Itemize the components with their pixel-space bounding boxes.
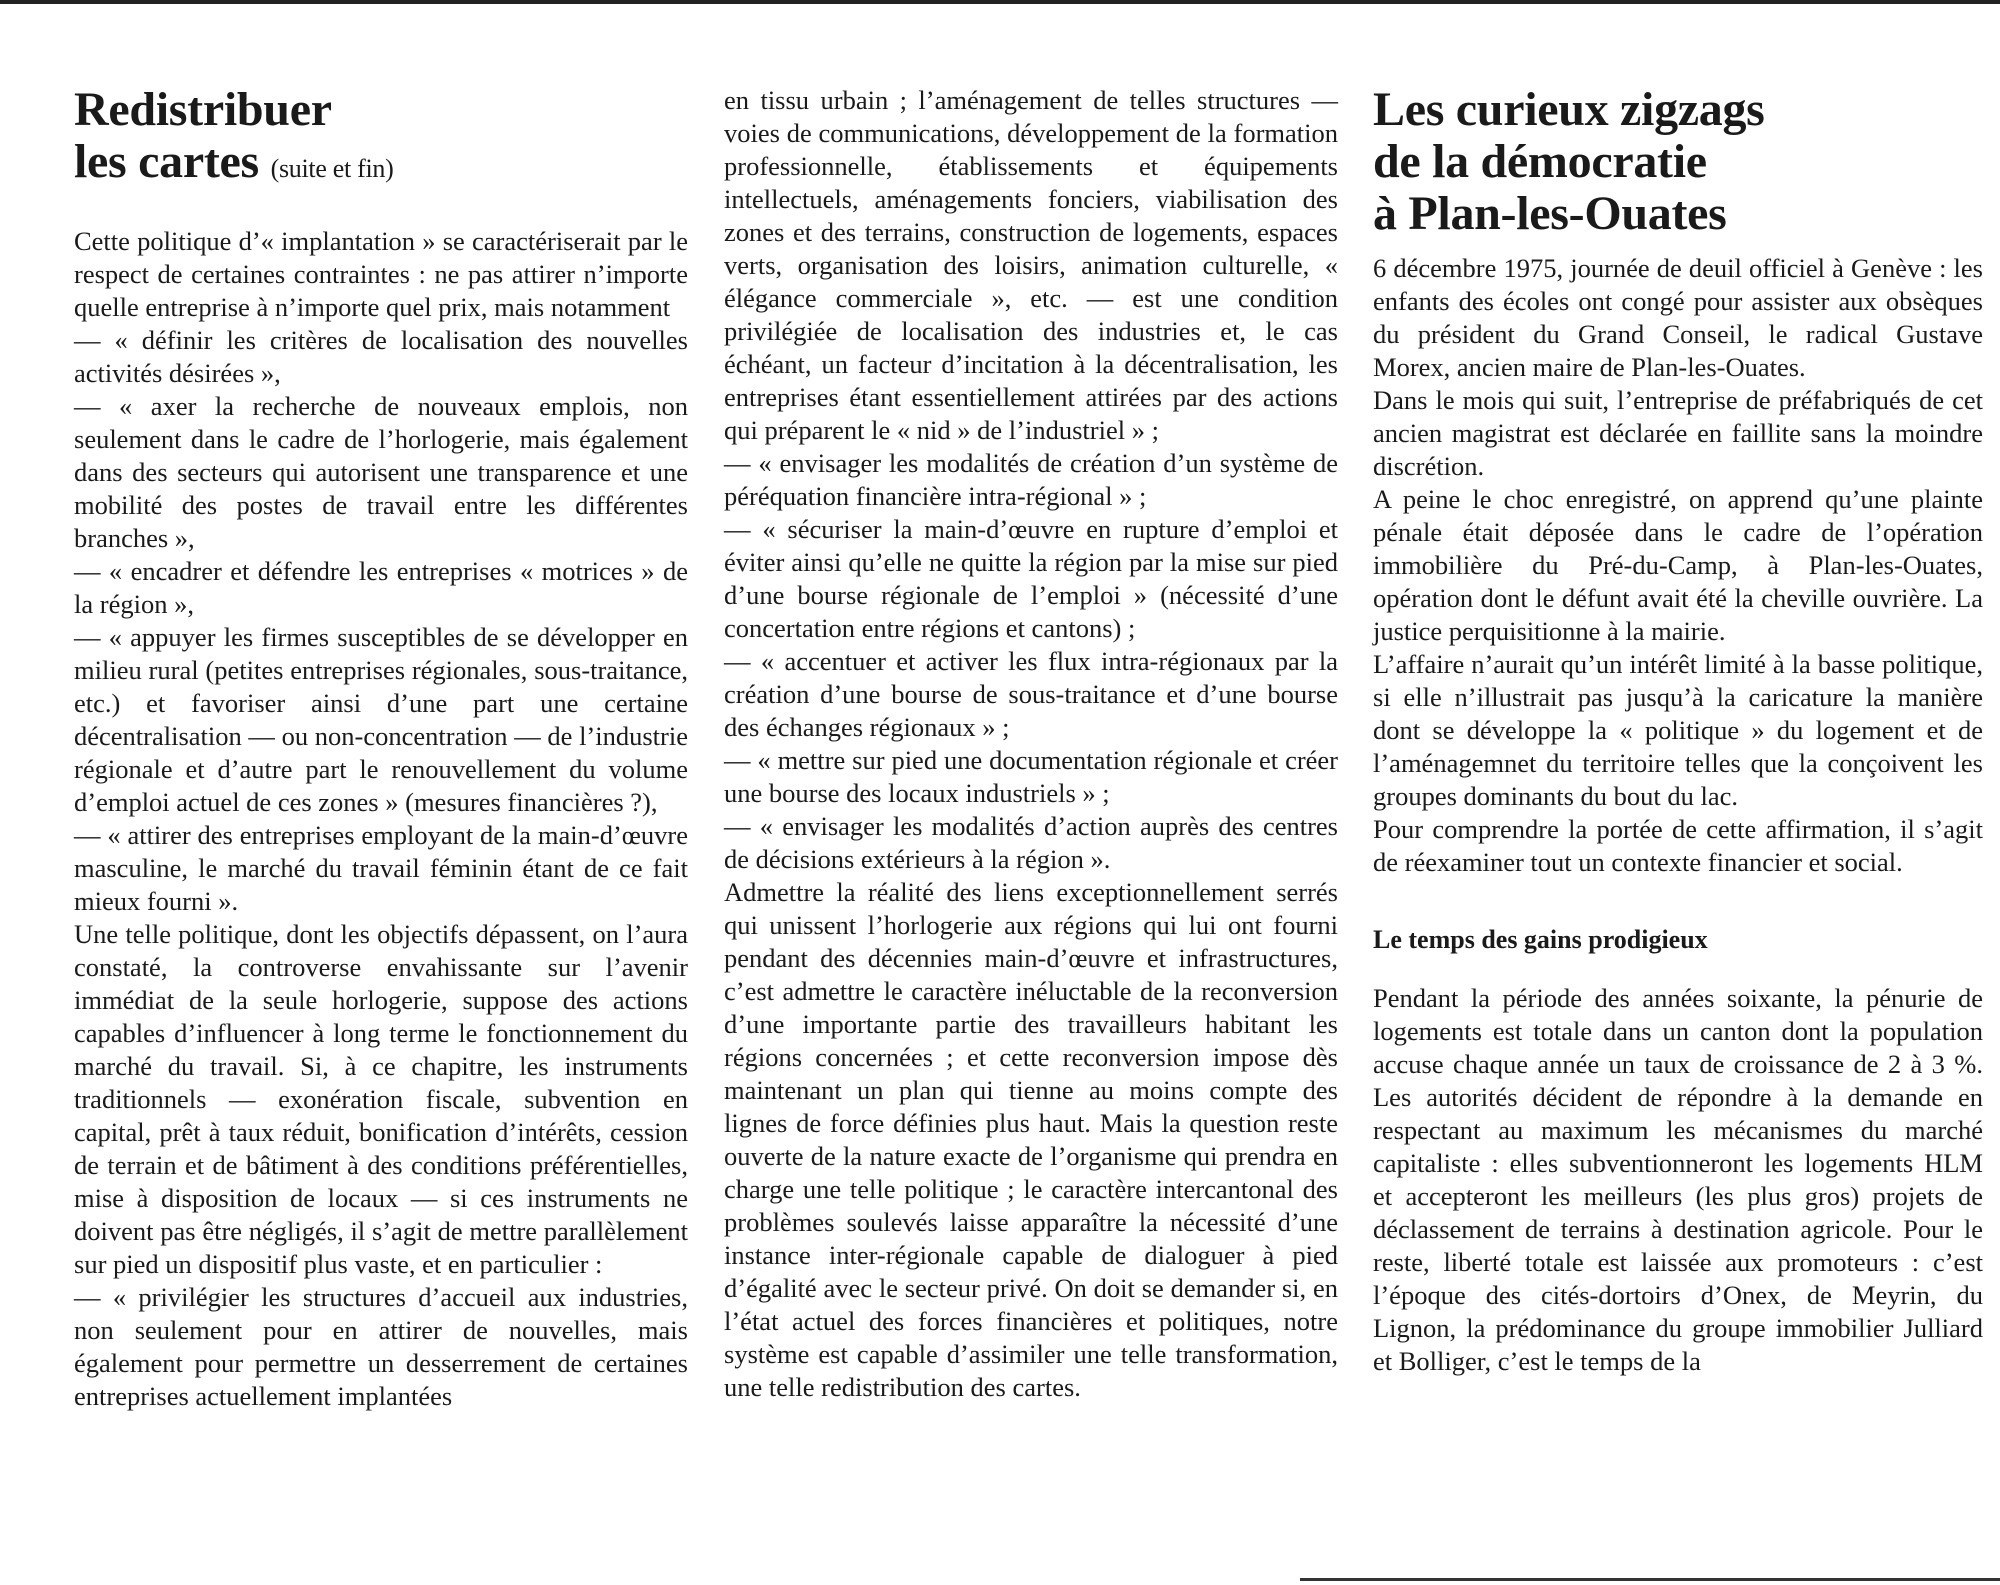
paragraph: — « appuyer les firmes susceptibles de se développer en milieu rural (petites entreprises régionales, sous-traitance, etc.) et favoriser ainsi d’une part une certaine décentralisation — ou non-concentration — de l’industrie régionale et d’autre part le renouvellement du volume d’emploi actuel de ces zones » (mesures financières ?), [74, 622, 688, 817]
paragraph: — « sécuriser la main-d’œuvre en rupture d’emploi et éviter ainsi qu’elle ne quitte la région par la mise sur pied d’une bourse régionale de l’emploi » (nécessité d’une concertation entre régions et cantons) ; [724, 514, 1338, 643]
paragraph: Une telle politique, dont les objectifs dépassent, on l’aura constaté, la controverse envahissante sur l’avenir immédiat de la seule horlogerie, suppose des actions capables d’influencer à long terme le fonctionnement du marché du travail. Si, à ce chapitre, les instruments traditionnels — exonération fiscale, subvention en capital, prêt à taux réduit, bonification d’intérêts, cession de terrain et de bâtiment à des conditions préférentielles, mise à disposition de locaux — si ces instruments ne doivent pas être négligés, il s’agit de mettre parallèlement sur pied un dispositif plus vaste, et en particulier : [74, 919, 688, 1279]
article2-title-line2: de la démocratie [1373, 135, 1707, 188]
paragraph: Dans le mois qui suit, l’entreprise de préfabriqués de cet ancien magistrat est déclarée en faillite sans la moindre discrétion. [1373, 385, 1983, 481]
paragraph: — « accentuer et activer les flux intra-régionaux par la création d’une bourse de sous-traitance et d’une bourse des échanges régionaux » ; [724, 646, 1338, 742]
column-3 [1373, 84, 1983, 1378]
bottom-rule [1300, 1578, 2000, 1581]
paragraph: — « envisager les modalités d’action auprès des centres de décisions extérieurs à la région ». [724, 811, 1338, 874]
paragraph: L’affaire n’aurait qu’un intérêt limité à la basse politique, si elle n’illustrait pas jusqu’à la caricature la manière dont se développe la « politique » du logement et de l’aménagemnet du territoire telles que la conçoivent les groupes dominants du bout du lac. [1373, 649, 1983, 811]
column-2 [724, 84, 1338, 1404]
paragraph: — « privilégier les structures d’accueil aux industries, non seulement pour en attirer de nouvelles, mais également pour permettre un desserrement de certaines entreprises actuellement implantées [74, 1282, 688, 1411]
paragraph: Cette politique d’« implantation » se caractériserait par le respect de certaines contraintes : ne pas attirer n’importe quelle entreprise à n’importe quel prix, mais notamment [74, 226, 688, 322]
paragraph: Pour comprendre la portée de cette affirmation, il s’agit de réexaminer tout un contexte financier et social. [1373, 814, 1983, 877]
column-1 [74, 84, 688, 1413]
article1-title [74, 84, 688, 195]
subheading: Le temps des gains prodigieux [1373, 925, 1708, 954]
paragraph: A peine le choc enregistré, on apprend qu’une plainte pénale était déposée dans le cadre de l’opération immobilière du Pré-du-Camp, à Plan-les-Ouates, opération dont le défunt avait été la cheville ouvrière. La justice perquisitionne à la mairie. [1373, 484, 1983, 646]
article2-title [1373, 84, 1983, 240]
paragraph: — « mettre sur pied une documentation régionale et créer une bourse des locaux industriels » ; [724, 745, 1338, 808]
paragraph: — « envisager les modalités de création d’un système de péréquation financière intra-régional » ; [724, 448, 1338, 511]
paragraph: — « attirer des entreprises employant de la main-d’œuvre masculine, le marché du travail féminin étant de ce fait mieux fourni ». [74, 820, 688, 916]
paragraph: — « définir les critères de localisation des nouvelles activités désirées », [74, 325, 688, 388]
paragraph: en tissu urbain ; l’aménagement de telles structures — voies de communications, développement de la formation professionnelle, établissements et équipements intellectuels, aménagements fonciers, viabilisation des zones et des terrains, construction de logements, espaces verts, organisation des loisirs, animation culturelle, « élégance commerciale », etc. — est une condition privilégiée de localisation des industries et, le cas échéant, un facteur d’incitation à la décentralisation, les entreprises étant essentiellement attirées par des actions qui préparent le « nid » de l’industriel » ; [724, 85, 1338, 445]
article2-title-line1: Les curieux zigzags [1373, 83, 1765, 136]
article1-title-line2: les cartes [74, 135, 259, 188]
article1-title-suffix: (suite et fin) [270, 154, 394, 183]
article1-title-line1: Redistribuer [74, 83, 332, 136]
article2-title-line3: à Plan-les-Ouates [1373, 187, 1727, 240]
paragraph: Admettre la réalité des liens exceptionnellement serrés qui unissent l’horlogerie aux régions qui lui ont fourni pendant des décennies main-d’œuvre et infrastructures, c’est admettre le caractère inéluctable de la reconversion d’une importante partie des travailleurs habitant les régions concernées ; et cette reconversion impose dès maintenant un plan qui tienne au moins compte des lignes de force définies plus haut. Mais la question reste ouverte de la nature exacte de l’organisme qui prendra en charge une telle politique ; le caractère intercantonal des problèmes soulevés laisse apparaître la nécessité d’une instance inter-régionale capable de dialoguer à pied d’égalité avec le secteur privé. On doit se demander si, en l’état actuel des forces financières et politiques, notre système est capable d’assimiler une telle transformation, une telle redistribution des cartes. [724, 877, 1338, 1402]
paragraph: — « encadrer et défendre les entreprises « motrices » de la région », [74, 556, 688, 619]
paragraph: — « axer la recherche de nouveaux emplois, non seulement dans le cadre de l’horlogerie, mais également dans des secteurs qui autorisent une transparence et une mobilité des postes de travail entre les différentes branches », [74, 391, 688, 553]
top-rule [0, 0, 2000, 4]
paragraph: 6 décembre 1975, journée de deuil officiel à Genève : les enfants des écoles ont congé pour assister aux obsèques du président du Grand Conseil, le radical Gustave Morex, ancien maire de Plan-les-Ouates. [1373, 253, 1983, 382]
paragraph: Pendant la période des années soixante, la pénurie de logements est totale dans un canton dont la population accuse chaque année un taux de croissance de 2 à 3 %. Les autorités décident de répondre à la demande en respectant au maximum les mécanismes du marché capitaliste : elles subventionneront les logements HLM et accepteront les meilleurs (les plus gros) projets de déclassement de terrains à destination agricole. Pour le reste, liberté totale est laissée aux promoteurs : c’est l’époque des cités-dortoirs d’Onex, de Meyrin, du Lignon, la prédominance du groupe immobilier Julliard et Bolliger, c’est le temps de la [1373, 983, 1983, 1376]
